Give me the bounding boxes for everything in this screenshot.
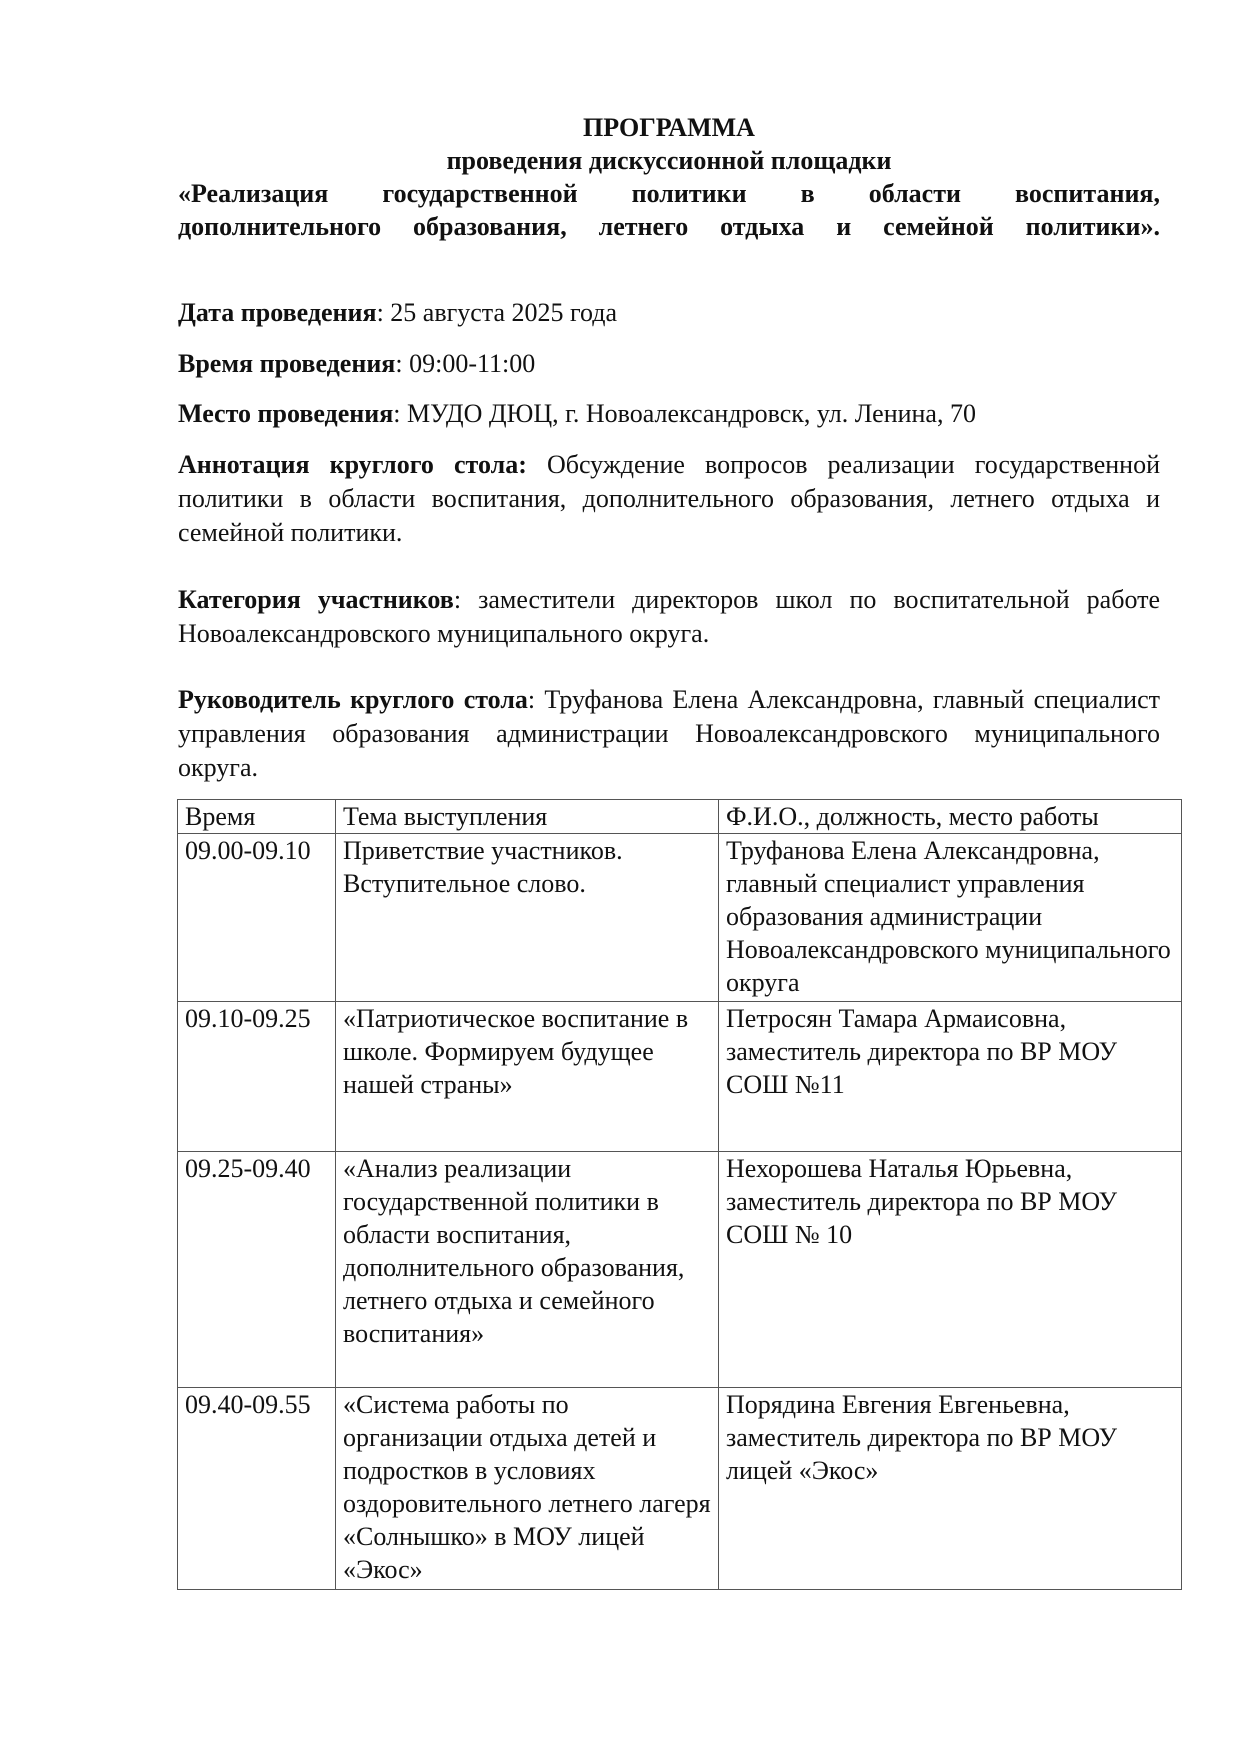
date-label: Дата проведения [178,298,377,327]
row-topic: «Анализ реализации государственной политики в области воспитания, дополнительного образования, летнего отдыха и семейного воспитания» [336,1152,719,1388]
row-time: 09.00-09.10 [178,834,336,1002]
row-topic: «Система работы по организации отдыха детей и подростков в условиях оздоровительного летнего лагеря «Солнышко» в МОУ лицей «Экос» [336,1388,719,1590]
annotation-label: Аннотация круглого стола: [178,450,527,479]
leader-label: Руководитель круглого стола [178,685,528,714]
time-label: Время проведения [178,349,396,378]
header-speaker: Ф.И.О., должность, место работы [719,800,1182,834]
table-row [178,1002,1182,1152]
annotation-paragraph [178,448,1160,550]
row-speaker: Нехорошева Наталья Юрьевна, заместитель директора по ВР МОУ СОШ № 10 [719,1152,1182,1388]
program-table [177,799,1182,1590]
doc-theme-line-2: дополнительного образования, летнего отдыха и семейной политики». [178,212,1160,241]
time-line [178,347,1160,381]
leader-value: : Труфанова Елена Александровна, главный специалист управления образования администрации Новоалександровского муниципального округа. [178,685,1160,782]
header-topic: Тема выступления [336,800,719,834]
place-line [178,397,1160,431]
time-value: : 09:00-11:00 [395,349,536,378]
row-topic: «Патриотическое воспитание в школе. Формируем будущее нашей страны» [336,1002,719,1152]
row-topic: Приветствие участников. Вступительное слово. [336,834,719,1002]
table-row [178,834,1182,1002]
category-label: Категория участников [178,585,454,614]
row-time: 09.25-09.40 [178,1152,336,1388]
leader-paragraph [178,683,1160,785]
date-line [178,296,1160,330]
row-time: 09.10-09.25 [178,1002,336,1152]
table-row [178,1388,1182,1590]
place-value: : МУДО ДЮЦ, г. Новоалександровск, ул. Ленина, 70 [393,399,976,428]
row-speaker: Труфанова Елена Александровна, главный специалист управления образования администрации Новоалександровского муниципального округа [719,834,1182,1002]
category-value: : заместители директоров школ по воспитательной работе Новоалександровского муниципального округа. [178,585,1161,648]
row-speaker: Порядина Евгения Евгеньевна, заместитель директора по ВР МОУ лицей «Экос» [719,1388,1182,1590]
category-paragraph [178,583,1160,651]
header-time: Время [178,800,336,834]
doc-title: ПРОГРАММА [583,113,755,142]
doc-theme-line-1: «Реализация государственной политики в области воспитания, [178,179,1160,208]
place-label: Место проведения [178,399,394,428]
doc-subtitle: проведения дискуссионной площадки [446,146,892,175]
row-time: 09.40-09.55 [178,1388,336,1590]
row-speaker: Петросян Тамара Армаисовна, заместитель директора по ВР МОУ СОШ №11 [719,1002,1182,1152]
annotation-value: Обсуждение вопросов реализации государственной политики в области воспитания, дополнительного образования, летнего отдыха и семейной политики. [178,450,1160,547]
table-row [178,1152,1182,1388]
date-value: : 25 августа 2025 года [376,298,618,327]
table-header-row [178,800,1182,834]
